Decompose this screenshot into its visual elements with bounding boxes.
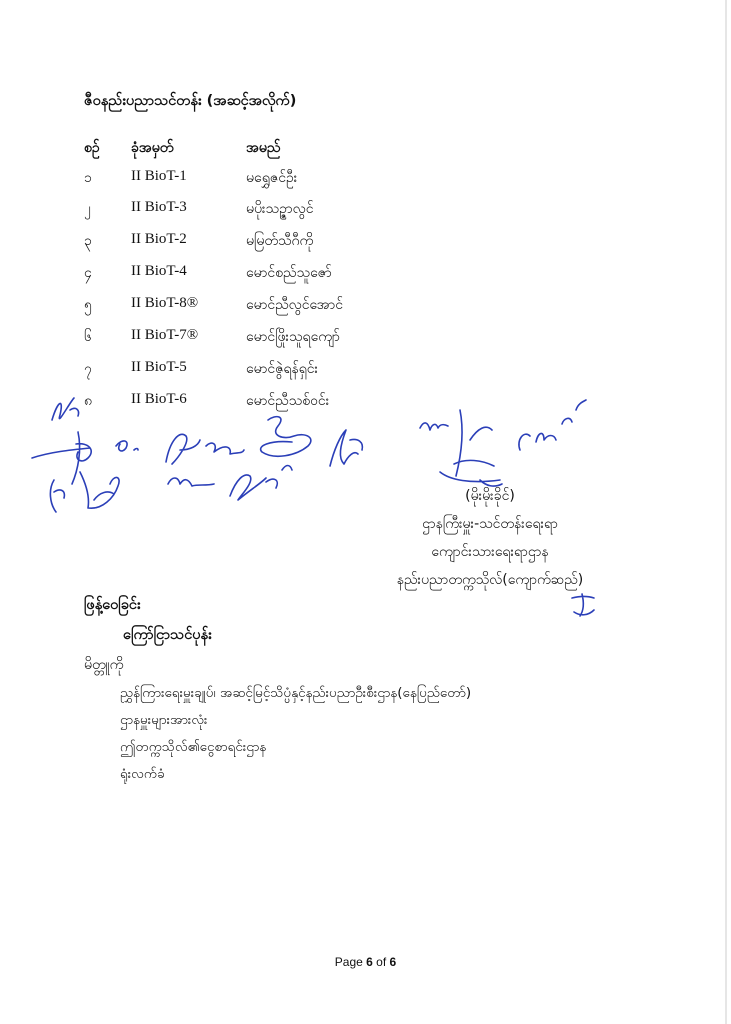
row-roll: II BioT-8® [131,295,199,311]
row-number: ၈ [84,393,92,409]
row-number: ၄ [84,265,92,281]
row-roll: II BioT-1 [131,168,187,184]
signature-5 [261,417,311,457]
row-roll: II BioT-3 [131,199,187,215]
signature-9 [519,400,586,450]
row-roll: II BioT-2 [131,231,187,247]
row-roll: II BioT-7® [131,327,199,343]
handwritten-signatures [30,380,600,530]
row-number: ၆ [84,329,92,345]
copy-to-label: မိတ္တူကို [84,657,124,673]
table-row [0,199,731,227]
row-number: ၂ [84,201,91,217]
notice-board: ကြော်ငြာသင်ပုန်း [123,627,212,643]
signer-title-2: ကျောင်းသားရေးရာဌာန [431,544,549,560]
signature-4 [166,434,244,464]
row-name: မောင်ဇွဲရန်ရှင်း [246,361,319,377]
recipient-item: ဌာနမှူးများအားလုံး [120,712,208,728]
signature-12 [230,466,292,501]
of-label: of [376,955,387,969]
page-current: 6 [366,955,373,969]
row-roll: II BioT-6 [131,391,187,407]
page-total: 6 [389,955,397,969]
row-name: မောင်ညီသစ်ဝင်း [246,393,330,409]
distribution-heading: ဖြန့်ဝေခြင်း [84,597,141,613]
header-name: အမည် [246,140,281,156]
row-roll: II BioT-5 [131,359,187,375]
row-name: မောင်ဖြိုးသူရကျော် [246,329,340,345]
row-name: မပိုးသဥ္ဇာလွင် [246,201,314,217]
section-title: ဇီဝနည်းပညာသင်တန်း (အဆင့်အလိုက်) [84,93,297,109]
recipient-item: ဤတက္ကသိုလ်၏ငွေစာရင်းဌာန [120,739,267,755]
table-row [0,295,731,323]
signature-10 [50,472,119,512]
table-row [0,168,731,196]
row-number: ၇ [84,361,92,377]
row-name: မောင်စည်သူဇော် [246,265,332,281]
recipient-item: ညွှန်ကြားရေးမှူးချုပ်၊ အဆင့်မြင့်သိပ္ပံနှင့်နည်းပညာဦးစီးဌာန(နေပြည်တော်) [120,685,472,701]
signature-3 [116,441,138,451]
row-roll: II BioT-4 [131,263,187,279]
header-no: စဉ် [84,140,100,156]
table-row [0,263,731,291]
table-row [0,231,731,259]
table-row [0,327,731,355]
signature-7 [420,423,448,430]
signer-title-1: ဌာနကြီးမှူး-သင်တန်းရေးရာ [422,516,558,532]
signature-1 [52,398,79,420]
signature-6 [330,430,362,466]
initial-mark [568,590,598,620]
row-name: မောင်ညီလွင်အောင် [246,297,343,313]
signature-11 [168,478,214,486]
row-name: မရွှေဇင်ဦး [246,170,298,186]
row-number: ၅ [84,297,92,313]
page-footer [0,955,731,969]
row-number: ၃ [84,233,92,249]
signer-title-3: နည်းပညာတက္ကသိုလ်(ကျောက်ဆည်) [396,572,584,588]
scan-edge [725,0,727,1024]
row-name: မမြတ်သီဂီကို [246,233,314,249]
signature-8 [440,410,502,486]
recipient-item: ရုံးလက်ခံ [120,766,165,782]
row-number: ၁ [84,170,92,186]
signer-name: (မိုးမိုးခိုင်) [465,488,515,504]
page-label: Page [334,955,363,969]
header-roll: ခုံအမှတ် [131,140,174,156]
